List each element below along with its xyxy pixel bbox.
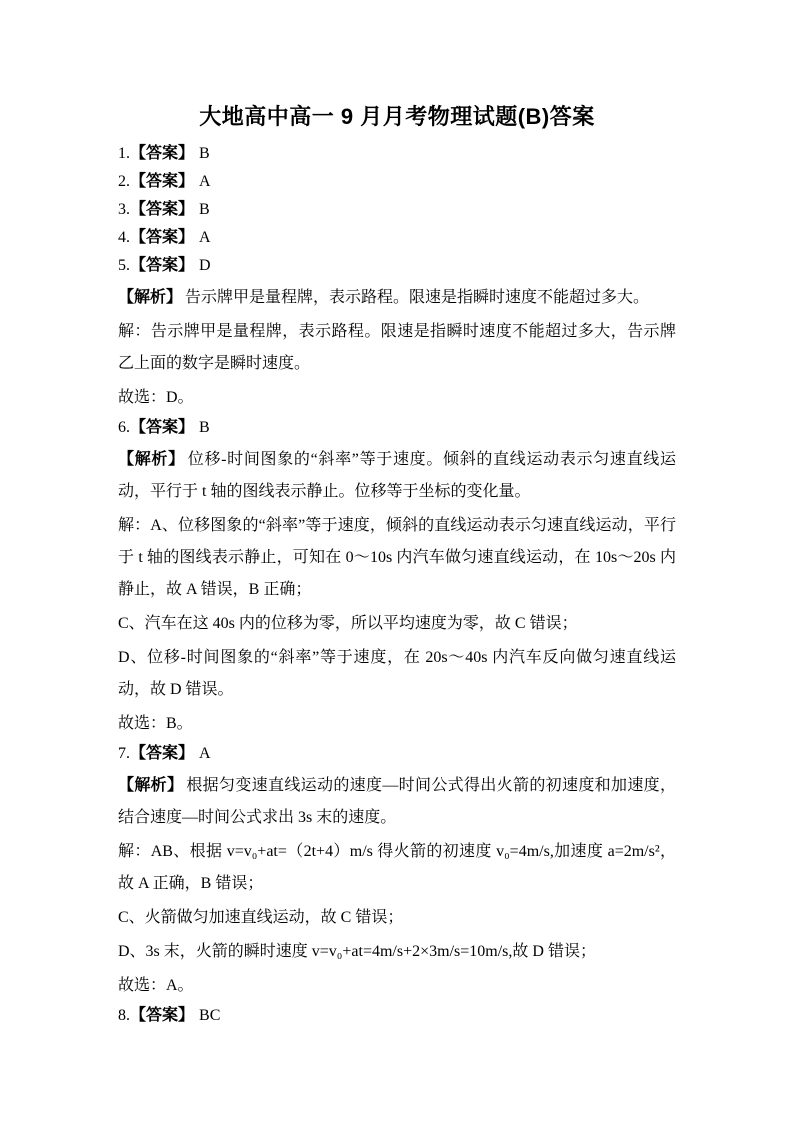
question-number: 2.: [118, 173, 130, 190]
solution-text: D、3s 末，火箭的瞬时速度 v=v₀+at=4m/s+2×3m/s=10m/s,故 D 错误；: [118, 943, 596, 960]
solution-text: 解：A、位移图象的“斜率”等于速度，倾斜的直线运动表示匀速直线运动，平行于 t 轴的图线表示静止，可知在 0～10s 内汽车做匀速直线运动，在 10s～20s 内静止，故 A 错误，B 正确；: [118, 517, 676, 598]
answer-line: [118, 740, 676, 768]
analysis-label: 【解析】: [118, 289, 183, 306]
answer-value: B: [199, 419, 210, 436]
answer-line: [118, 414, 676, 442]
solution-paragraph: [118, 836, 676, 900]
answer-label: 【答案】: [130, 419, 195, 436]
answer-value: B: [199, 145, 210, 162]
answer-sheet: [118, 140, 676, 1030]
answer-label: 【答案】: [130, 201, 195, 218]
question-number: 6.: [118, 419, 130, 436]
question-number: 3.: [118, 201, 130, 218]
answer-line: [118, 140, 676, 168]
answer-line: [118, 224, 676, 252]
solution-paragraph: [118, 642, 676, 706]
solution-paragraph: [118, 708, 676, 740]
solution-paragraph: [118, 902, 676, 934]
question-number: 8.: [118, 1007, 130, 1024]
solution-text: 解：AB、根据 v=v₀+at=（2t+4）m/s 得火箭的初速度 v₀=4m/s,加速度 a=2m/s²，故 A 正确，B 错误；: [118, 843, 676, 892]
solution-paragraph: [118, 382, 676, 414]
answer-label: 【答案】: [130, 229, 195, 246]
answer-label: 【答案】: [130, 145, 195, 162]
solution-paragraph: [118, 970, 676, 1002]
analysis-label: 【解析】: [118, 451, 185, 468]
solution-paragraph: [118, 936, 676, 968]
solution-text: C、汽车在这 40s 内的位移为零，所以平均速度为零，故 C 错误；: [118, 615, 578, 632]
analysis-paragraph: [118, 282, 676, 314]
analysis-label: 【解析】: [118, 777, 184, 794]
answer-value: D: [199, 257, 211, 274]
question-number: 4.: [118, 229, 130, 246]
answer-value: A: [199, 745, 211, 762]
analysis-paragraph: [118, 770, 676, 834]
answer-line: [118, 196, 676, 224]
answer-label: 【答案】: [130, 173, 195, 190]
answer-line: [118, 1002, 676, 1030]
solution-text: 解：告示牌甲是量程牌，表示路程。限速是指瞬时速度不能超过多大，告示牌乙上面的数字是瞬时速度。: [118, 323, 676, 372]
solution-text: 故选：A。: [118, 977, 194, 994]
answer-value: A: [199, 229, 211, 246]
answer-label: 【答案】: [130, 745, 195, 762]
solution-paragraph: [118, 316, 676, 380]
analysis-text: 位移-时间图象的“斜率”等于速度。倾斜的直线运动表示匀速直线运动，平行于 t 轴的图线表示静止。位移等于坐标的变化量。: [118, 451, 676, 500]
solution-text: 故选：D。: [118, 389, 194, 406]
answer-line: [118, 252, 676, 280]
question-number: 5.: [118, 257, 130, 274]
solution-paragraph: [118, 510, 676, 606]
answer-line: [118, 168, 676, 196]
solution-text: C、火箭做匀加速直线运动，故 C 错误；: [118, 909, 404, 926]
answer-value: A: [199, 173, 211, 190]
analysis-text: 告示牌甲是量程牌，表示路程。限速是指瞬时速度不能超过多大。: [185, 289, 650, 306]
answer-label: 【答案】: [130, 1007, 195, 1024]
document-title: 大地高中高一 9 月月考物理试题(B)答案: [199, 104, 595, 129]
answer-value: BC: [199, 1007, 221, 1024]
answer-value: B: [199, 201, 210, 218]
solution-text: D、位移-时间图象的“斜率”等于速度，在 20s～40s 内汽车反向做匀速直线运动，故 D 错误。: [118, 649, 676, 698]
analysis-text: 根据匀变速直线运动的速度—时间公式得出火箭的初速度和加速度，结合速度—时间公式求出 3s 末的速度。: [118, 777, 676, 826]
question-number: 1.: [118, 145, 130, 162]
solution-text: 故选：B。: [118, 715, 193, 732]
analysis-paragraph: [118, 444, 676, 508]
answer-label: 【答案】: [130, 257, 195, 274]
question-number: 7.: [118, 745, 130, 762]
solution-paragraph: [118, 608, 676, 640]
